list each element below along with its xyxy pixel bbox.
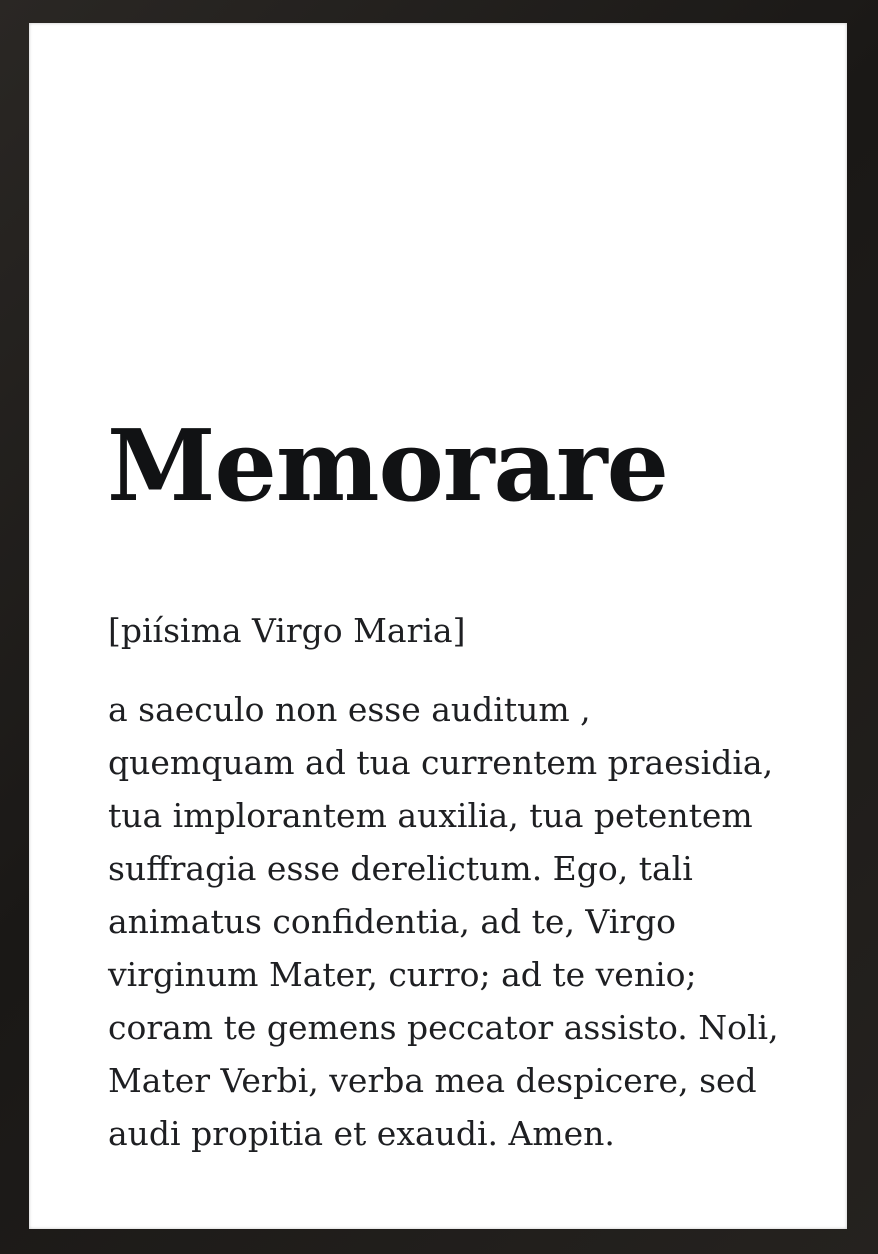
definition-line: quemquam ad tua currentem praesidia, — [108, 743, 774, 782]
definition-line: Mater Verbi, verba mea despicere, sed — [108, 1061, 757, 1100]
definition-line: a saeculo non esse auditum , — [108, 690, 591, 729]
definition-text — [108, 683, 848, 1160]
definition-line: coram te gemens peccator assisto. Noli, — [108, 1008, 779, 1047]
definition-line: animatus confidentia, ad te, Virgo — [108, 902, 677, 941]
definition-line: suffragia esse derelictum. Ego, tali — [108, 849, 693, 888]
definition-line: audi propitia et exaudi. Amen. — [108, 1114, 615, 1153]
definition-line: virginum Mater, curro; ad te venio; — [108, 955, 697, 994]
poster-paper — [29, 23, 847, 1229]
definition-line: tua implorantem auxilia, tua petentem — [108, 796, 753, 835]
pronunciation-text: [piísima Virgo Maria] — [108, 611, 466, 650]
poster-title: Memorare — [107, 409, 669, 524]
